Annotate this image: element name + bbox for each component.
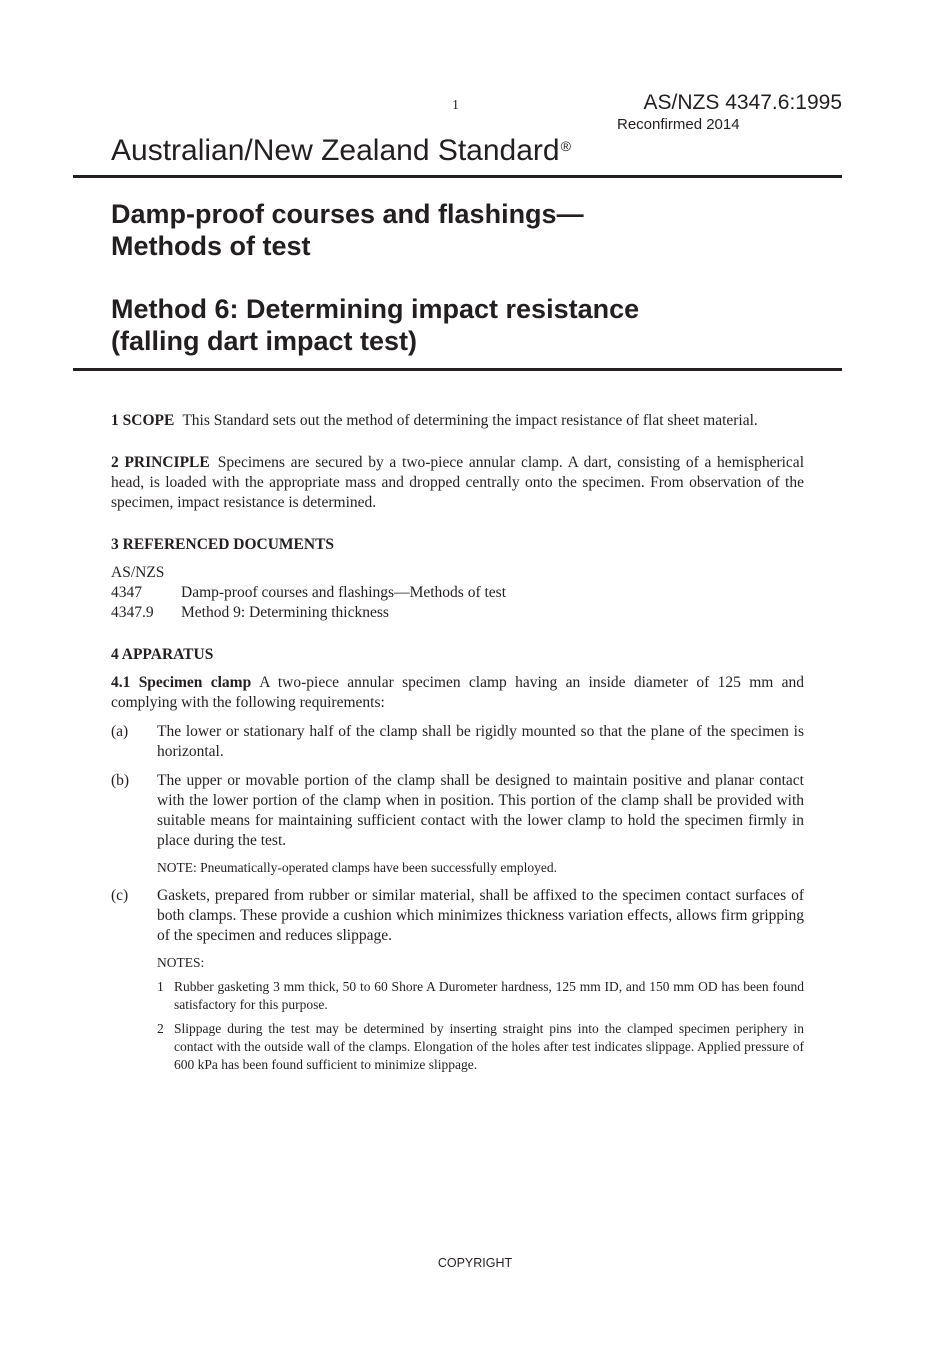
principle-text: Specimens are secured by a two-piece annular clamp. A dart, consisting of a hemispherical head, is loaded with the appropriate mass and dropped centrally onto the specimen. From observation of the specimen, impact resistance is determined. (111, 454, 804, 511)
title-divider (73, 368, 842, 371)
scope-text: This Standard sets out the method of determining the impact resistance of flat sheet material. (182, 412, 758, 429)
requirement-text: Gaskets, prepared from rubber or similar material, shall be affixed to the specimen contact surfaces of both clamps. These provide a cushion which minimizes thickness variation effects, allows firm gripping of the specimen and reduces slippage. (157, 887, 804, 944)
reference-row (111, 583, 804, 603)
principle-section (111, 453, 804, 513)
requirement-note: NOTE: Pneumatically-operated clamps have been successfully employed. (157, 860, 557, 875)
registered-mark: ® (560, 138, 571, 154)
standard-number: AS/NZS 4347.6:1995 (643, 91, 842, 114)
references-group: AS/NZS (111, 564, 165, 581)
reference-row (111, 603, 804, 623)
page-number: 1 (452, 98, 459, 113)
standard-type-text: Australian/New Zealand Standard (111, 134, 560, 167)
references-heading: 3 REFERENCED DOCUMENTS (111, 536, 335, 553)
document-title-line2: Methods of test (111, 231, 311, 261)
note-text: Slippage during the test may be determined by inserting straight pins into the clamped specimen periphery in contact with the outside wall of the clamps. Elongation of the holes after test indicates slippage. Applied pressure of 600 kPa has been found sufficient to minimize slippage. (174, 1021, 804, 1072)
reconfirmed-date: Reconfirmed 2014 (617, 116, 740, 133)
copyright-footer: COPYRIGHT (437, 1256, 513, 1270)
note-number: 2 (157, 1021, 164, 1036)
method-title-line1: Method 6: Determining impact resistance (111, 294, 640, 324)
scope-section (111, 411, 804, 431)
document-title (111, 198, 584, 262)
apparatus-heading: 4 APPARATUS (111, 646, 214, 663)
requirement-text: The lower or stationary half of the clamp shall be rigidly mounted so that the plane of the specimen is horizontal. (157, 723, 804, 760)
reference-title: Method 9: Determining thickness (181, 604, 389, 621)
requirement-item (111, 771, 804, 851)
notes-heading: NOTES: (157, 955, 205, 970)
requirement-label: (a) (111, 723, 129, 740)
note-item (157, 978, 804, 1014)
specimen-clamp-heading: 4.1 Specimen clamp (111, 674, 252, 691)
standard-type (111, 134, 571, 168)
note-number: 1 (157, 979, 164, 994)
reference-code: 4347.9 (111, 604, 154, 621)
scope-heading: 1 SCOPE (111, 412, 175, 429)
requirement-text: The upper or movable portion of the clamp shall be designed to maintain positive and planar contact with the lower portion of the clamp when in position. This portion of the clamp shall be provided with suitable means for maintaining sufficient contact with the lower clamp to hold the specimen firmly in place during the test. (157, 772, 804, 849)
note-item (157, 1020, 804, 1074)
method-title (111, 293, 639, 357)
specimen-clamp-text: A two-piece annular specimen clamp having an inside diameter of 125 mm and complying with the following requirements: (111, 674, 805, 711)
requirement-item (111, 722, 804, 762)
document-title-line1: Damp-proof courses and flashings— (111, 199, 584, 229)
principle-heading: 2 PRINCIPLE (111, 454, 210, 471)
requirement-label: (b) (111, 772, 130, 789)
note-text: Rubber gasketing 3 mm thick, 50 to 60 Shore A Durometer hardness, 125 mm ID, and 150 mm OD has been found satisfactory for this purpose. (174, 979, 804, 1012)
requirement-label: (c) (111, 887, 129, 904)
top-divider (73, 175, 842, 178)
method-title-line2: (falling dart impact test) (111, 326, 418, 356)
specimen-clamp-clause (111, 673, 804, 713)
reference-title: Damp-proof courses and flashings—Methods of test (181, 584, 507, 601)
reference-code: 4347 (111, 584, 142, 601)
requirement-item (111, 886, 804, 946)
document-body (111, 411, 804, 1074)
